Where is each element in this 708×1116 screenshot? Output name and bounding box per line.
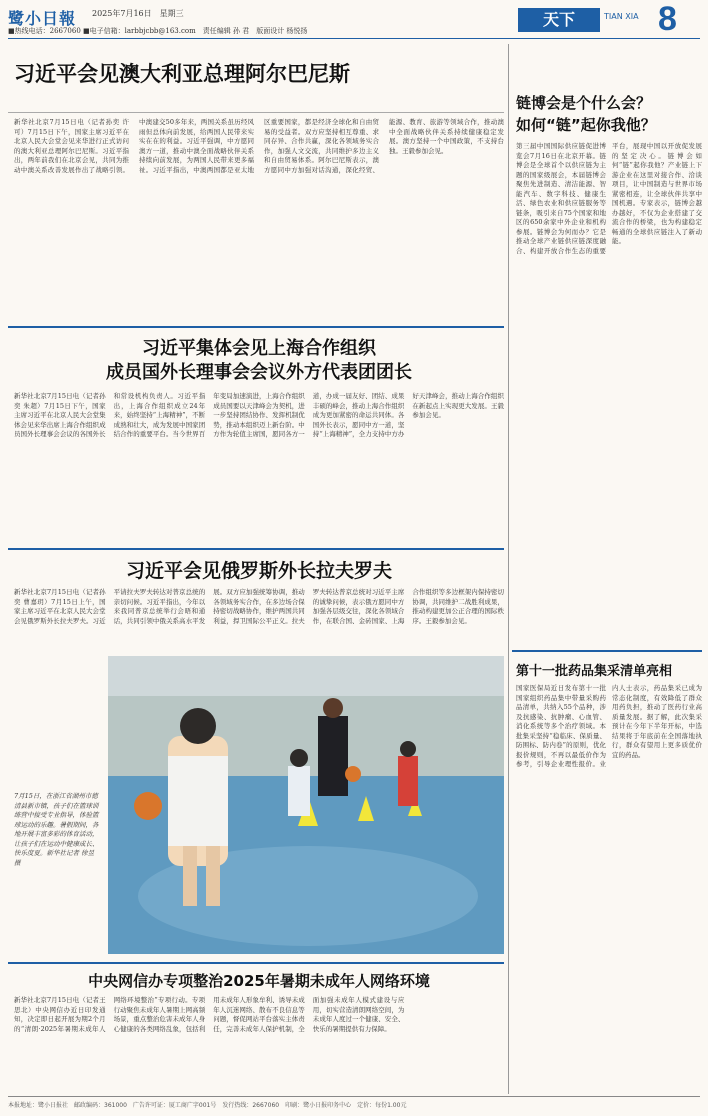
- article2-headline-line1: 习近平集体会见上海合作组织: [142, 338, 376, 359]
- article2-body: 新华社北京7月15日电（记者孙奕 朱超）7月15日下午，国家主席习近平在北京人民大会堂集体会见来华出席上海合作组织成员国外长理事会会议的各国外长和常设机构负责人。习近平指出，上海合作组织成立24年来，始终坚持“上海精神”，不断成熟和壮大，成为发展中国家团结合作的重要平台。当今世界百年变局加速演进，上海合作组织成员国要以天津峰会为契机，进一步坚持团结协作、发挥机制优势，推动本组织迈上新台阶。中方作为轮值主席国，愿同各方一道，办成一届友好、团结、成果丰硕的峰会，推动上海合作组织成为更加紧密的命运共同体。各国外长表示，愿同中方一道，坚持“上海精神”，全力支持中方办好天津峰会，推动上海合作组织在新起点上实现更大发展。王毅参加会见。: [14, 392, 504, 438]
- article6-body: 国家医保局近日发布第十一批国家组织药品集中带量采购药品清单，共纳入55个品种，涉及抗感染、抗肿瘤、心血管、消化系统等多个治疗领域。本批集采坚持“稳临床、保质量、防围标、防内卷”的原则，优化报价规则，不再以最低价作为参考，引导企业理性报价。业内人士表示，药品集采已成为常态化制度，有效降低了群众用药负担，推动了医药行业高质量发展。据了解，此次集采预计在今年下半年开标，中选结果将于年底前在全国落地执行，群众有望用上更多质优价宜的药品。: [516, 684, 702, 768]
- article2-headline-line2: 成员国外长理事会会议外方代表团团长: [106, 362, 412, 383]
- article5-body: 第三届中国国际供应链促进博览会7月16日在北京开幕。链博会是全球首个以供应链为主题的国家级展会，本届链博会聚焦先进制造、清洁能源、智能汽车、数字科技、健康生活、绿色农业和供应链服务等链条，吸引来自75个国家和地区的650余家中外企业和机构参展。链博会为何而办？它是推动全球产业链供应链深度融合、构建开放合作生态的重要平台，展现中国以开放促发展的坚定决心。链博会如何“链”起你我他？产业链上下游企业在这里对接合作、洽谈项目，让中国制造与世界市场紧密相连，让全球伙伴共享中国机遇。专家表示，链博会越办越好，不仅为企业搭建了交流合作的桥梁，也为构建稳定畅通的全球供应链注入了新动能。: [516, 142, 702, 255]
- divider: [512, 650, 702, 652]
- article4-headline: 中央网信办专项整治2025年暑期未成年人网络环境: [88, 972, 430, 990]
- column-divider: [508, 44, 509, 1094]
- masthead-contacts: ■热线电话：2667060 ■电子信箱：larbbjcbb@163.com 责任编辑 孙 君 版面设计 杨悦扬: [8, 27, 308, 35]
- issue-date: 2025年7月16日 星期三: [92, 9, 184, 18]
- article3-headline: 习近平会见俄罗斯外长拉夫罗夫: [125, 560, 392, 582]
- masthead-rule: [8, 38, 700, 39]
- article1-body: 新华社北京7月15日电（记者孙奕 许可）7月15日下午，国家主席习近平在北京人民大会堂会见来华进行正式访问的澳大利亚总理阿尔巴尼斯。习近平指出，两年前我们在北京会见，共同为推动中澳关系改善发展作出了战略引领。中澳建交50多年来，两国关系虽历经风雨但总体向前发展，给两国人民带来实实在在的利益。习近平强调，中方愿同澳方一道，推动中澳全面战略伙伴关系持续向前发展，为两国人民带来更多福祉。习近平指出，中澳两国都是亚太地区重要国家，都是经济全球化和自由贸易的受益者。双方应坚持相互尊重、求同存异、合作共赢，深化各领域务实合作，加强人文交流，共同维护多边主义和自由贸易体系。阿尔巴尼斯表示，澳方愿同中方加强对话沟通，深化经贸、能源、教育、旅游等领域合作，推动澳中全面战略伙伴关系持续健康稳定发展。澳方坚持一个中国政策，不支持台独。王毅参加会见。: [14, 118, 504, 174]
- article1-headline: 习近平会见澳大利亚总理阿尔巴尼斯: [14, 62, 350, 86]
- divider: [8, 326, 504, 328]
- newspaper-logo: 鹭小日報: [8, 9, 77, 28]
- section-label: 天下: [518, 8, 600, 32]
- page-number: 8: [658, 0, 677, 38]
- section-pinyin: TIAN XIA: [604, 12, 639, 21]
- news-photo: [108, 656, 504, 954]
- basketball-training-image: [108, 656, 504, 954]
- divider: [8, 112, 504, 113]
- article4-body: 新华社北京7月15日电（记者王思北）中央网信办近日印发通知，决定即日起开展为期2个月的“清朗·2025年暑期未成年人网络环境整治”专项行动。专项行动聚焦未成年人暑期上网高频场景，重点整治危害未成年人身心健康的各类网络乱象，包括利用未成年人形象牟利、诱导未成年人沉迷网络、散布不良信息等问题，督促网站平台落实主体责任，完善未成年人保护机制，全面加强未成年人模式建设与应用，切实营造清朗网络空间，为未成年人度过一个健康、安全、快乐的暑期提供有力保障。: [14, 996, 405, 1033]
- photo-caption: 7月15日，在浙江省湖州市德清县新市镇，孩子们在篮球训练营中接受专业指导，体验篮球运动的乐趣。暑假期间，各地开展丰富多彩的体育活动，让孩子们在运动中健康成长、快乐度夏。新华社记者 徐昱 摄: [14, 792, 99, 867]
- divider: [8, 962, 504, 964]
- article5-headline-line1: 链博会是个什么会？: [516, 94, 652, 112]
- article5-headline-line2: 如何“链”起你我他？: [516, 116, 656, 134]
- article6-headline: 第十一批药品集采清单亮相: [516, 664, 673, 679]
- footer-info: 本报地址：鹭小日报社 邮政编码：361000 广告许可证：厦工商广字001号 发行热线：2667060 印刷：鹭小日报印务中心 定价：每份1.00元: [8, 1102, 407, 1109]
- divider: [8, 548, 504, 550]
- footer-rule: [8, 1096, 700, 1097]
- article3-body: 新华社北京7月15日电（记者孙奕 曹嘉玥）7月15日上午，国家主席习近平在北京人民大会堂会见俄罗斯外长拉夫罗夫。习近平请拉夫罗夫转达对普京总统的亲切问候。习近平指出，今年以来我同普京总统举行会晤和通话，共同引领中俄关系高水平发展。双方应加强统筹协调，推动各领域务实合作，在多边场合保持密切战略协作，维护两国共同利益，捍卫国际公平正义。拉夫罗夫转达普京总统对习近平主席的诚挚问候，表示俄方愿同中方加强各层级交往，深化各领域合作，在联合国、金砖国家、上海合作组织等多边框架内保持密切协调，共同维护二战胜利成果，推动构建更加公正合理的国际秩序。王毅参加会见。: [14, 588, 504, 625]
